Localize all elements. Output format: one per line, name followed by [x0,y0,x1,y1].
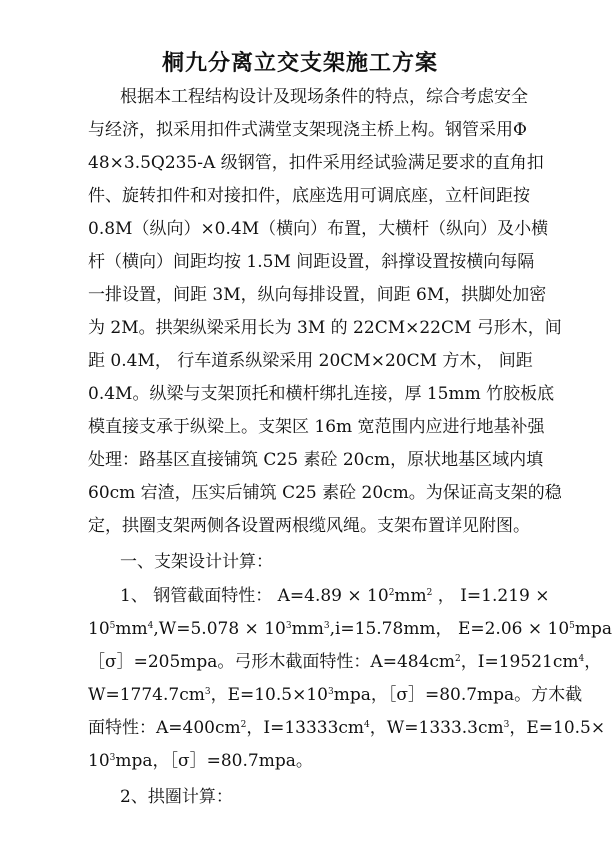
text-line: 根据本工程结构设计及现场条件的特点，综合考虑安全 [120,87,528,107]
text-line: 为 2M。拱架纵梁采用长为 3M 的 22CM×22CM 弓形木，间 [88,318,562,338]
text-line: $10^3mpa$，［σ］=80.7mpa。 [88,751,313,771]
text-line: 件、旋转扣件和对接扣件，底座选用可调底座，立杆间距按 [88,186,530,206]
text-line: 距 0.4M， 行车道系纵梁采用 20CM×20CM 方木， 间距 [88,351,533,371]
document-title: 桐九分离立交支架施工方案 [161,50,438,76]
text-line: 模直接支承于纵梁上。支架区 16m 宽范围内应进行地基补强 [88,417,545,437]
text-line: $W=1774.7cm^3$，$E=10.5\times 10^3mpa$，［σ］=80.7mpa。方木截 [88,685,583,705]
text-line: 与经济，拟采用扣件式满堂支架现浇主桥上构。钢管采用Φ [88,120,527,140]
text-line: 0.4M。纵梁与支架顶托和横杆绑扎连接，厚 15mm 竹胶板底 [88,384,555,404]
text-line: 定，拱圈支架两侧各设置两根缆风绳。支架布置详见附图。 [88,516,530,536]
subsection-heading: 2、拱圈计算： [120,787,233,807]
text-line: 一排设置，间距 3M，纵向每排设置，间距 6M，拱脚处加密 [88,285,547,305]
text-line: 0.8M（纵向）×0.4M（横向）布置，大横杆（纵向）及小横 [88,219,549,239]
text-line: $10^5mm^4,W=5.078 \times 10^3mm^3,i=15.78mm$， $E=2.06 \times 10^5mpa$ [88,619,612,639]
text-line: 60cm 宕渣，压实后铺筑 C25 素砼 20cm。为保证高支架的稳 [88,483,562,503]
text-line: 48×3.5Q235-A 级钢管，扣件采用经试验满足要求的直角扣 [88,153,544,173]
text-line: ［σ］=205mpa。弓形木截面特性：$A=484cm^2$，$I=19521cm^4$， [88,652,602,672]
section-heading: 一、支架设计计算： [120,552,273,572]
text-line: 1、 钢管截面特性： $A=4.89 \times 10^2mm^2$ ， I=1.219 × [120,586,550,606]
text-line: 处理：路基区直接铺筑 C25 素砼 20cm，原状地基区域内填 [88,450,544,470]
text-line: 杆（横向）间距均按 1.5M 间距设置，斜撑设置按横向每隔 [88,252,535,272]
text-line: 面特性：$A=400cm^2$，$I=13333cm^4$，$W=1333.3cm^3$，E=10.5× [88,718,606,738]
